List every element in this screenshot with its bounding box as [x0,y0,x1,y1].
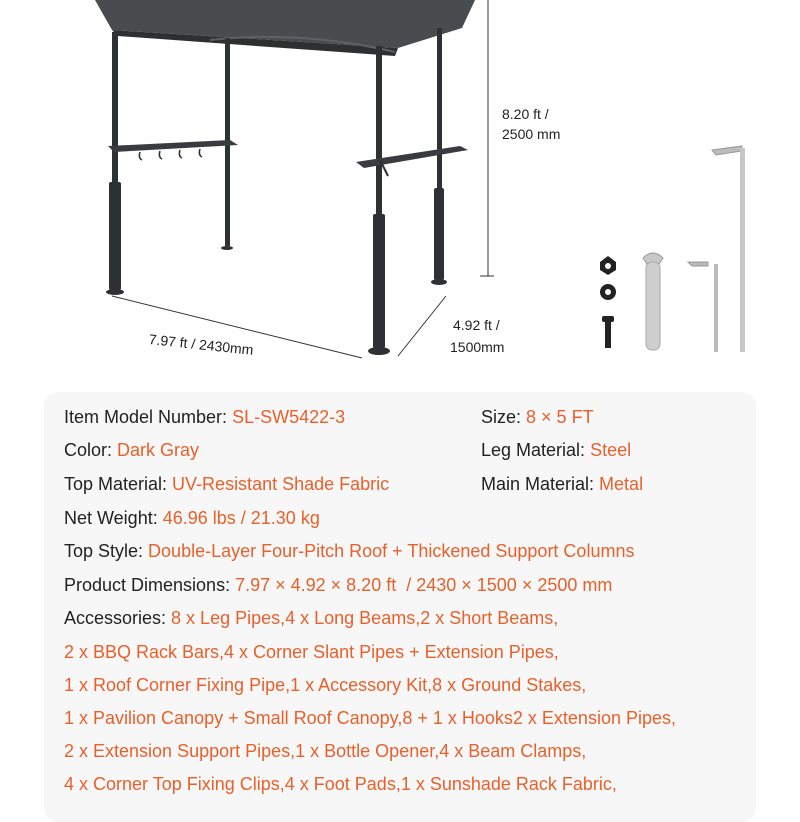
spec-value: SL-SW5422-3 [232,407,346,427]
width-mm-label: 1500mm [450,339,505,355]
spec-label: Product Dimensions: [64,575,236,595]
side-shelves [108,140,468,176]
accessories-line [64,706,676,730]
spec-color [64,438,199,462]
spec-top-material [64,472,389,496]
gazebo-illustration [0,0,800,392]
spec-value: Double-Layer Four-Pitch Roof + Thickened Support Columns [148,541,635,561]
hardware-parts [600,146,745,352]
accessories-line [64,640,559,664]
spec-value: 7.97 × 4.92 × 8.20 ft / 2430 × 1500 × 2500 mm [235,575,613,595]
spec-net-weight [64,506,320,530]
spec-label: Main Material: [481,474,600,494]
spec-model [64,405,345,429]
canopy-roof [95,0,475,56]
height-ft-label: 8.20 ft / [502,106,549,122]
spec-label: Item Model Number: [64,407,233,427]
spec-leg-material [481,438,631,462]
accessories-text: 4 x Corner Top Fixing Clips,4 x Foot Pads,1 x Sunshade Rack Fabric, [64,774,617,794]
spec-value: Dark Gray [117,440,200,460]
accessories-text: 1 x Pavilion Canopy + Small Roof Canopy,8 + 1 x Hooks2 x Extension Pipes, [64,708,676,728]
spec-label: Top Style: [64,541,149,561]
spec-value: Steel [590,440,632,460]
accessories-text: 2 x Extension Support Pipes,1 x Bottle Opener,4 x Beam Clamps, [64,741,587,761]
spec-value: Metal [599,474,644,494]
spec-label: Size: [481,407,527,427]
spec-label: Net Weight: [64,508,163,528]
spec-product-dimensions [64,573,612,597]
spec-top-style [64,539,634,563]
spec-label: Accessories: [64,608,172,628]
accessories-text: 2 x BBQ Rack Bars,4 x Corner Slant Pipes + Extension Pipes, [64,642,559,662]
spec-label: Color: [64,440,118,460]
spec-label: Leg Material: [481,440,591,460]
accessories-line [64,772,617,796]
accessories-line: 8 x Leg Pipes,4 x Long Beams,2 x Short Beams, [171,608,559,628]
spec-value: UV-Resistant Shade Fabric [172,474,390,494]
accessories-line [64,739,586,763]
gazebo-frame [106,28,447,355]
length-label: 7.97 ft / 2430mm [148,330,255,358]
spec-value: 8 × 5 FT [526,407,594,427]
width-ft-label: 4.92 ft / [453,317,500,333]
spec-size [481,405,594,429]
accessories-line [64,673,586,697]
height-mm-label: 2500 mm [502,126,561,142]
spec-value: 46.96 lbs / 21.30 kg [162,508,320,528]
spec-accessories [64,606,558,630]
spec-main-material [481,472,643,496]
dimension-lines [112,0,494,358]
spec-label: Top Material: [64,474,173,494]
accessories-text: 1 x Roof Corner Fixing Pipe,1 x Accessory Kit,8 x Ground Stakes, [64,675,587,695]
